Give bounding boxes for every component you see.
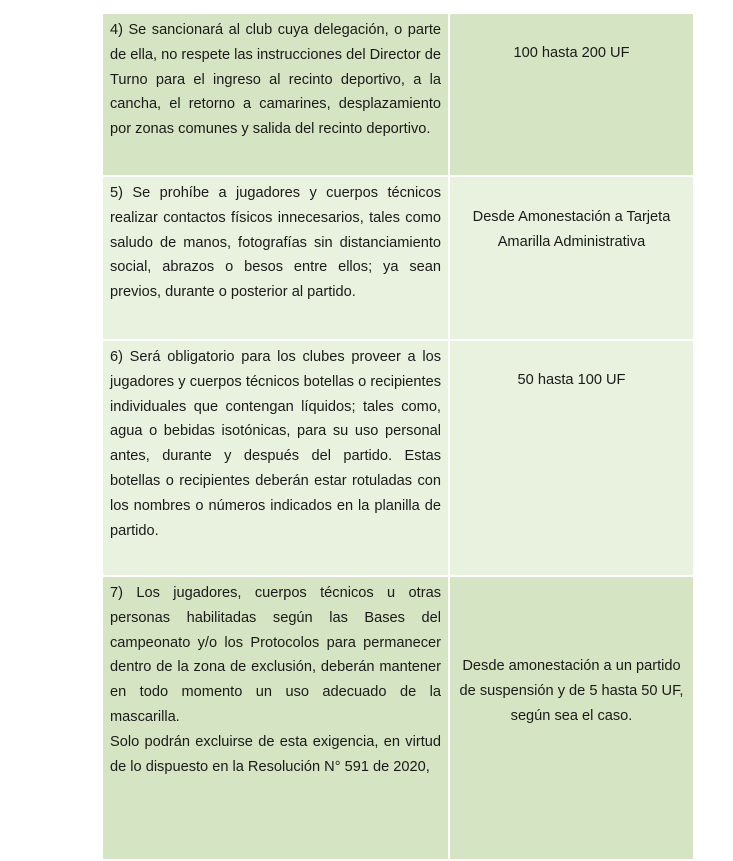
rule-cell [102,176,449,340]
rule-text: 4) Se sancionará al club cuya delegación, o parte de ella, no respete las instrucciones del Director de Turno para el ingreso al recinto deportivo, a la cancha, el retorno a camarines, desplazamiento por zonas comunes y salida del recinto deportivo. [110,22,441,138]
sanction-cell [449,340,694,576]
rule-cell [102,576,449,860]
table-row [102,576,694,860]
rule-text: 6) Será obligatorio para los clubes proveer a los jugadores y cuerpos técnicos botellas o recipientes individuales que contengan líquidos; tales como, agua o bebidas isotónicas, para su uso personal antes, durante y después del partido. Estas botellas o recipientes deberán estar rotuladas con los nombres o números indicados en la planilla de partido. [110,349,441,539]
table-row [102,340,694,576]
sanction-cell [449,576,694,860]
rule-text-continued: Solo podrán excluirse de esta exigencia, en virtud de lo dispuesto en la Resolución N° 591 de 2020, [110,733,441,775]
sanction-text: Desde Amonestación a Tarjeta Amarilla Administrativa [472,209,671,250]
sanction-text: 100 hasta 200 UF [513,45,630,61]
rule-cell [102,13,449,176]
rule-text: 5) Se prohíbe a jugadores y cuerpos técnicos realizar contactos físicos innecesarios, tales como saludo de manos, fotografías sin distanciamiento social, abrazos o besos entre ellos; ya sean previos, durante o posterior al partido. [110,185,441,301]
sanctions-table [101,12,695,861]
sanction-text: Desde amonestación a un partido de suspensión y de 5 hasta 50 UF, según sea el caso. [459,658,684,724]
table-row [102,176,694,340]
rule-cell [102,340,449,576]
sanction-text: 50 hasta 100 UF [517,372,626,388]
rule-text: 7) Los jugadores, cuerpos técnicos u otras personas habilitadas según las Bases del campeonato y/o los Protocolos para permanecer dentro de la zona de exclusión, deberán mantener en todo momento un uso adecuado de la mascarilla. [110,585,441,725]
sanction-cell [449,13,694,176]
table-row [102,13,694,176]
sanction-cell [449,176,694,340]
